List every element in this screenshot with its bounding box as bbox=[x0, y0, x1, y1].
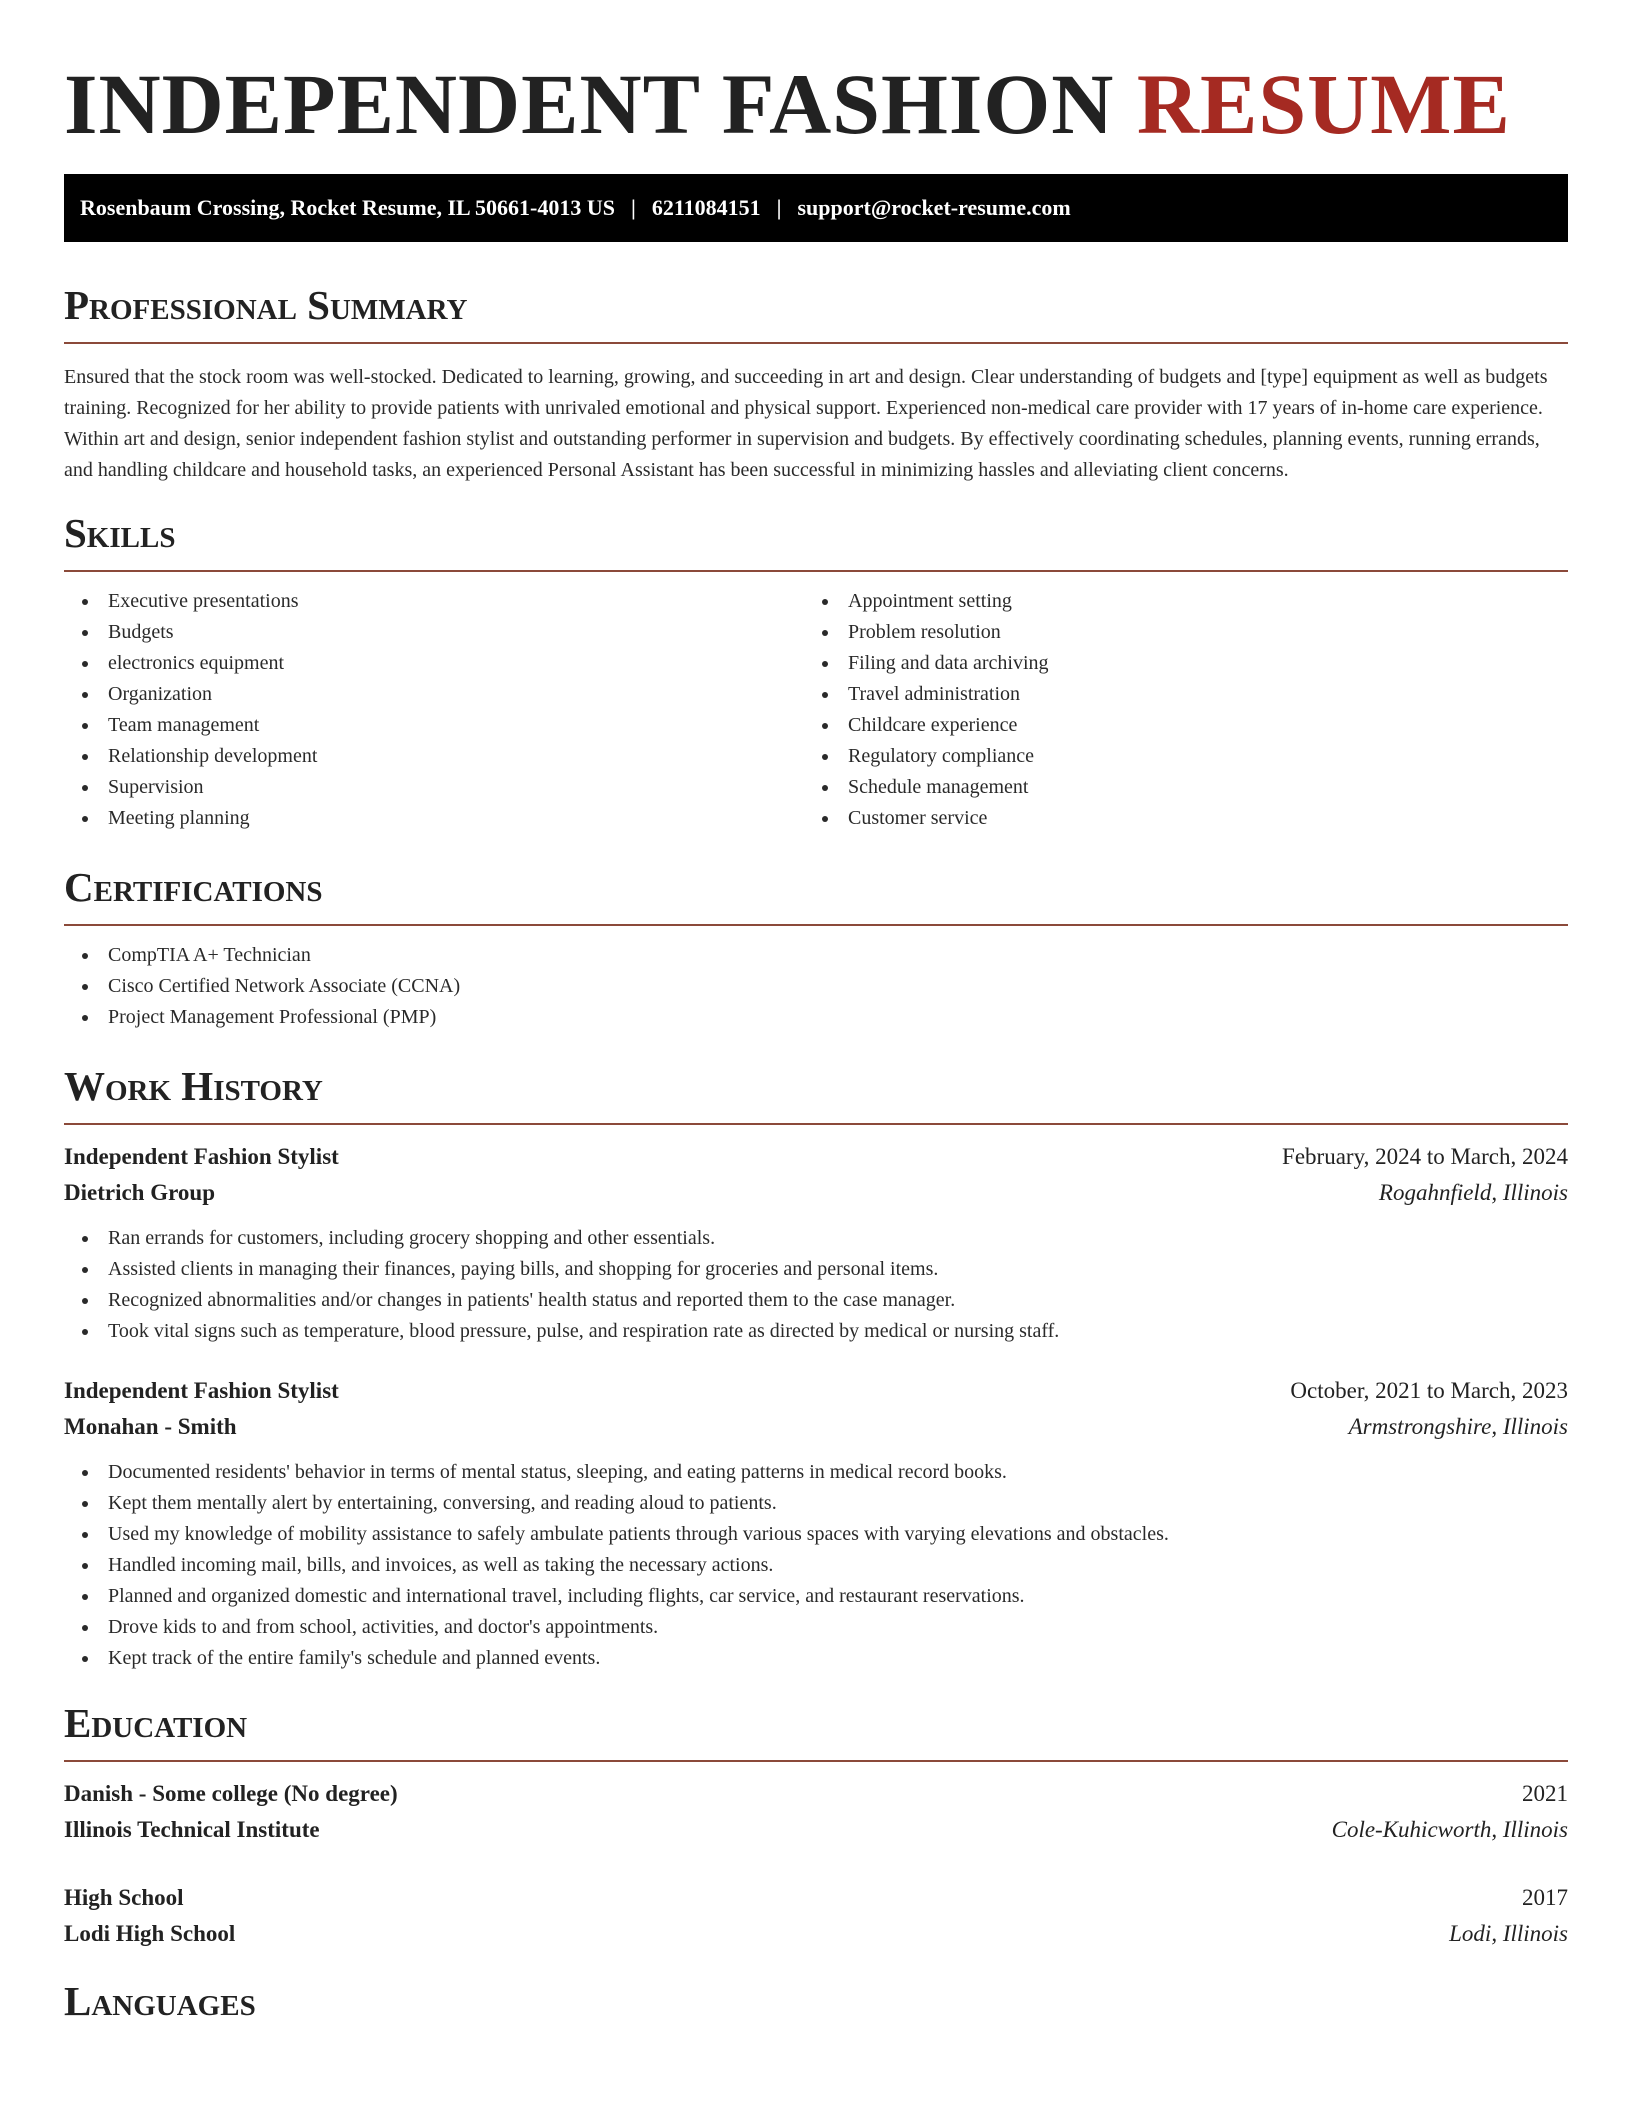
job-title-row bbox=[64, 1373, 1568, 1409]
skill-item: Customer service bbox=[804, 803, 1544, 834]
education-school: Illinois Technical Institute bbox=[64, 1817, 320, 1842]
skill-item: Regulatory compliance bbox=[804, 741, 1544, 772]
skill-item: Executive presentations bbox=[64, 586, 804, 617]
education-entry bbox=[64, 1880, 1568, 1952]
education-year: 2017 bbox=[1522, 1885, 1568, 1910]
education-degree: High School bbox=[64, 1885, 184, 1910]
job-duty-item: Documented residents' behavior in terms of mental status, sleeping, and eating patterns in medical record books. bbox=[64, 1457, 1568, 1488]
languages-section bbox=[64, 1978, 1568, 2038]
certifications-heading: Certifications bbox=[64, 864, 1568, 926]
work-history-heading: Work History bbox=[64, 1063, 1568, 1125]
skills-list-right bbox=[804, 586, 1544, 834]
job-duty-item: Planned and organized domestic and international travel, including flights, car service, and restaurant reservations. bbox=[64, 1581, 1568, 1612]
education-school-row bbox=[64, 1812, 1568, 1848]
job-duty-item: Kept track of the entire family's schedule and planned events. bbox=[64, 1643, 1568, 1674]
job-location: Armstrongshire, Illinois bbox=[1348, 1414, 1568, 1439]
title-accent: RESUME bbox=[1136, 56, 1511, 152]
skill-item: Relationship development bbox=[64, 741, 804, 772]
education-location: Cole-Kuhicworth, Illinois bbox=[1331, 1817, 1568, 1842]
job-duty-item: Ran errands for customers, including grocery shopping and other essentials. bbox=[64, 1223, 1568, 1254]
skill-item: Budgets bbox=[64, 617, 804, 648]
job-company-row bbox=[64, 1409, 1568, 1445]
skill-item: Childcare experience bbox=[804, 710, 1544, 741]
certification-item: Project Management Professional (PMP) bbox=[64, 1002, 1568, 1033]
skill-item: Filing and data archiving bbox=[804, 648, 1544, 679]
skill-item: Team management bbox=[64, 710, 804, 741]
job-company-row bbox=[64, 1175, 1568, 1211]
job-duties bbox=[64, 1223, 1568, 1347]
title-main: INDEPENDENT FASHION bbox=[64, 56, 1115, 152]
skill-item: Schedule management bbox=[804, 772, 1544, 803]
job-location: Rogahnfield, Illinois bbox=[1378, 1180, 1568, 1205]
certifications-list bbox=[64, 940, 1568, 1033]
education-school: Lodi High School bbox=[64, 1921, 236, 1946]
skills-heading: Skills bbox=[64, 510, 1568, 572]
job-duty-item: Drove kids to and from school, activities, and doctor's appointments. bbox=[64, 1612, 1568, 1643]
resume-title bbox=[64, 58, 1568, 150]
skill-item: Organization bbox=[64, 679, 804, 710]
summary-section bbox=[64, 282, 1568, 486]
contact-address: Rosenbaum Crossing, Rocket Resume, IL 50661-4013 US bbox=[80, 195, 615, 220]
contact-phone[interactable]: 6211084151 bbox=[651, 195, 761, 220]
skill-item: Travel administration bbox=[804, 679, 1544, 710]
job-duty-item: Assisted clients in managing their finances, paying bills, and shopping for groceries and personal items. bbox=[64, 1254, 1568, 1285]
education-year: 2021 bbox=[1522, 1781, 1568, 1806]
contact-email[interactable]: support@rocket-resume.com bbox=[797, 195, 1071, 220]
skill-item: electronics equipment bbox=[64, 648, 804, 679]
skill-item: Supervision bbox=[64, 772, 804, 803]
languages-heading: Languages bbox=[64, 1978, 256, 2024]
job-dates: February, 2024 to March, 2024 bbox=[1282, 1144, 1568, 1169]
skills-grid bbox=[64, 572, 1568, 834]
job-title: Independent Fashion Stylist bbox=[64, 1144, 339, 1169]
job-dates: October, 2021 to March, 2023 bbox=[1290, 1378, 1568, 1403]
education-degree: Danish - Some college (No degree) bbox=[64, 1781, 398, 1806]
job-company: Monahan - Smith bbox=[64, 1414, 237, 1439]
job-title-row bbox=[64, 1139, 1568, 1175]
education-section bbox=[64, 1700, 1568, 1952]
job-duty-item: Took vital signs such as temperature, blood pressure, pulse, and respiration rate as directed by medical or nursing staff. bbox=[64, 1316, 1568, 1347]
skill-item: Problem resolution bbox=[804, 617, 1544, 648]
education-degree-row bbox=[64, 1880, 1568, 1916]
certification-item: CompTIA A+ Technician bbox=[64, 940, 1568, 971]
certification-item: Cisco Certified Network Associate (CCNA) bbox=[64, 971, 1568, 1002]
job-entry bbox=[64, 1139, 1568, 1347]
skill-item: Meeting planning bbox=[64, 803, 804, 834]
contact-bar bbox=[64, 174, 1568, 242]
work-history-section bbox=[64, 1063, 1568, 1674]
contact-separator: | bbox=[776, 195, 782, 220]
summary-text: Ensured that the stock room was well-stocked. Dedicated to learning, growing, and succeeding in art and design. Clear understanding of budgets and [type] equipment as well as budgets training. Recognized for her ability to provide patients with unrivaled emotional and physical support. Experienced non-medical care provider with 17 years of in-home care experience. Within art and design, senior independent fashion stylist and outstanding performer in supervision and budgets. By effectively coordinating schedules, planning events, running errands, and handling childcare and household tasks, an experienced Personal Assistant has been successful in minimizing hassles and alleviating client concerns. bbox=[64, 366, 1548, 481]
resume-page bbox=[64, 0, 1568, 2038]
certifications-section bbox=[64, 864, 1568, 1033]
job-duty-item: Handled incoming mail, bills, and invoices, as well as taking the necessary actions. bbox=[64, 1550, 1568, 1581]
job-duty-item: Recognized abnormalities and/or changes in patients' health status and reported them to the case manager. bbox=[64, 1285, 1568, 1316]
job-duty-item: Used my knowledge of mobility assistance to safely ambulate patients through various spaces with varying elevations and obstacles. bbox=[64, 1519, 1568, 1550]
job-entry bbox=[64, 1373, 1568, 1674]
education-entry bbox=[64, 1776, 1568, 1848]
education-school-row bbox=[64, 1916, 1568, 1952]
summary-heading: Professional Summary bbox=[64, 282, 1568, 344]
skills-section bbox=[64, 510, 1568, 834]
job-company: Dietrich Group bbox=[64, 1180, 215, 1205]
contact-separator: | bbox=[630, 195, 636, 220]
job-title: Independent Fashion Stylist bbox=[64, 1378, 339, 1403]
job-duty-item: Kept them mentally alert by entertaining, conversing, and reading aloud to patients. bbox=[64, 1488, 1568, 1519]
education-heading: Education bbox=[64, 1700, 1568, 1762]
education-location: Lodi, Illinois bbox=[1449, 1921, 1568, 1946]
skills-list-left bbox=[64, 586, 804, 834]
job-duties bbox=[64, 1457, 1568, 1674]
skill-item: Appointment setting bbox=[804, 586, 1544, 617]
education-degree-row bbox=[64, 1776, 1568, 1812]
